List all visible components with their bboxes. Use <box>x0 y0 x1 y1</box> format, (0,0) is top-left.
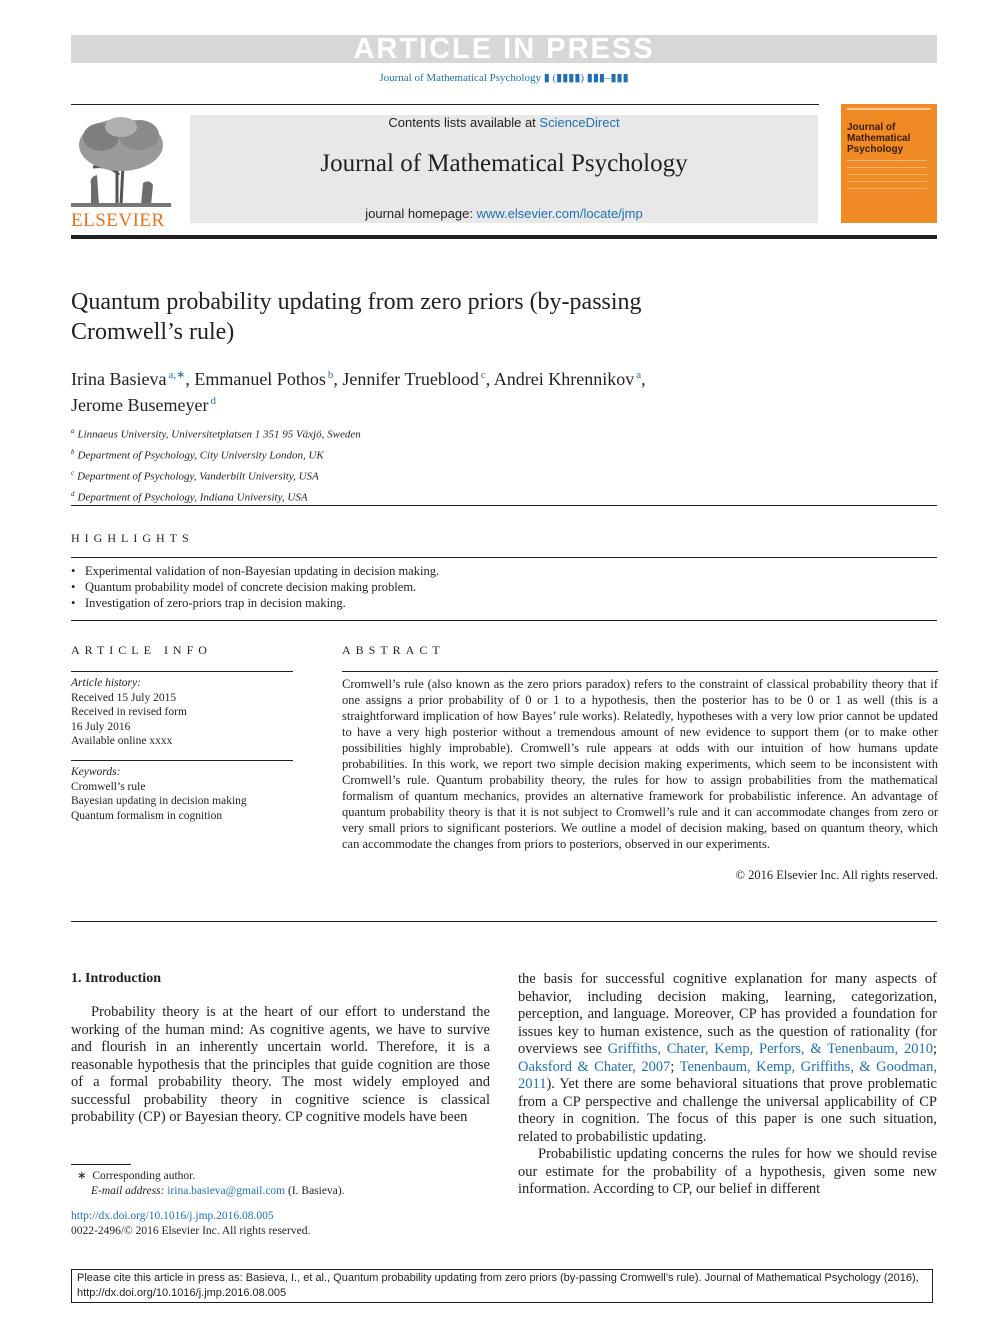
affiliation-item <box>71 444 671 465</box>
affiliation-text: Linnaeus University, Universitetplatsen 1 351 95 Växjö, Sweden <box>77 428 361 441</box>
affiliation-key: c <box>71 469 75 478</box>
elsevier-tree-icon <box>71 115 171 207</box>
affiliation-text: Department of Psychology, Indiana University, USA <box>77 492 308 505</box>
email-line <box>71 1184 345 1199</box>
paragraph: Probabilistic updating concerns the rules for how we should revise our estimate for the probability of a hypothesis, given some new information. According to CP, our belief in different <box>518 1146 937 1197</box>
email-link[interactable]: irina.basieva@gmail.com <box>167 1185 286 1197</box>
divider <box>71 620 937 621</box>
header-thick-rule <box>71 235 937 239</box>
highlights-heading: HIGHLIGHTS <box>71 531 194 545</box>
author-affiliation-mark[interactable]: d <box>210 395 216 407</box>
citation-link[interactable]: Tenenbaum, Kemp, Griffiths, & Goodman, 2011 <box>518 1058 937 1092</box>
author-name[interactable]: Jerome Busemeyer <box>71 395 209 415</box>
journal-title: Journal of Mathematical Psychology <box>320 150 688 177</box>
highlight-item: • Experimental validation of non-Bayesian updating in decision making. <box>71 563 871 579</box>
keyword-item: Quantum formalism in cognition <box>71 809 223 822</box>
sciencedirect-link[interactable]: ScienceDirect <box>539 115 620 130</box>
divider <box>71 760 293 761</box>
elsevier-wordmark: ELSEVIER <box>71 210 165 231</box>
author-name[interactable]: Irina Basieva <box>71 369 167 389</box>
divider <box>342 671 938 672</box>
keyword-item: Cromwell’s rule <box>71 780 146 793</box>
abstract-heading: ABSTRACT <box>342 643 445 657</box>
journal-reference[interactable]: Journal of Mathematical Psychology ▮ (▮▮▮▮) ▮▮▮–▮▮▮ <box>379 72 629 84</box>
paragraph-text: the basis for successful cognitive explanation for many aspects of behavior, including decision making, learning, categorization, perception, and language. Moreover, CP has provided a foundation for issues key to human existence, such as the question of rationality (for overviews see <box>518 971 937 1057</box>
title-line-1: Quantum probability updating from zero priors (by-passing <box>71 289 642 315</box>
highlights-list <box>71 563 871 611</box>
header-top-rule <box>71 104 819 105</box>
divider <box>71 505 937 506</box>
title-line-2: Cromwell’s rule) <box>71 319 235 345</box>
abstract-text: Cromwell’s rule (also known as the zero priors paradox) refers to the constraint of classical probability theory that if one assigns a prior probability of 0 or 1 to a hypothesis, then the posterior has to be 0 or 1 as well (this is a straightforward implication of how Bayes’ rule works). Relatedly, hypotheses with a very low prior cannot be updated to have a very high posterior without a tremendous amount of new evidence to support them (or to make other possibilities highly improbable). Cromwell’s rule appears at odds with our intuition of how humans update probabilities. In this work, we report two simple decision making experiments, which seem to be inconsistent with Cromwell’s rule. Quantum probability theory, the rules for how to assign probabilities from the mathematical formalism of quantum mechanics, provides an alternative framework for probabilistic inference. An advantage of quantum probability theory is that it is not subject to Cromwell’s rule and it can accommodate changes from zero or very small priors to significant posteriors. We outline a model of decision making, based on quantum theory, which can accommodate the changes from priors to posteriors, observed in our experiments. <box>342 677 938 851</box>
highlight-item: • Investigation of zero-priors trap in decision making. <box>71 595 871 611</box>
homepage-link[interactable]: www.elsevier.com/locate/jmp <box>476 206 643 221</box>
author-affiliation-mark[interactable]: a,∗ <box>168 369 186 381</box>
affiliations <box>71 423 671 508</box>
history-item: Received 15 July 2015 <box>71 691 177 704</box>
cite-notice-box: Please cite this article in press as: Basieva, I., et al., Quantum probability updating from zero priors (by-passing Cromwell’s rule). Journal of Mathematical Psychology (2016), http://dx.doi.org/10.1016/j.jmp.2016.08.005 <box>71 1269 933 1303</box>
author-affiliation-mark[interactable]: c <box>480 369 486 381</box>
keyword-item: Bayesian updating in decision making <box>71 795 247 807</box>
email-suffix: (I. Basieva). <box>285 1185 345 1197</box>
doi-block <box>71 1209 310 1239</box>
contents-prefix: Contents lists available at <box>388 115 540 130</box>
contents-line <box>190 115 818 130</box>
corresponding-author-note <box>71 1169 345 1184</box>
history-label: Article history: <box>71 677 141 689</box>
paragraph-text: ). Yet there are some behavioral situations that prove problematic from a CP perspective and challenge the universal applicability of CP theory in cognition. The focus of this paper is one such situation, related to probabilistic updating. <box>518 1076 937 1145</box>
divider <box>71 557 937 558</box>
author-name[interactable]: Emmanuel Pothos <box>194 369 326 389</box>
corresponding-text: Corresponding author. <box>92 1170 196 1182</box>
affiliation-text: Department of Psychology, Vanderbilt University, USA <box>77 470 319 483</box>
affiliation-text: Department of Psychology, City University London, UK <box>77 449 324 462</box>
body-column-right <box>518 971 937 1199</box>
citation-separator: ; <box>932 1041 937 1057</box>
author-list: Irina Basieva $^{a,∗}$, Emmanuel Pothos $^b$, Jennifer Trueblood $^c$, Andrei Khrennikov $^a$, Jerome Busemeyer $^d$ <box>71 369 646 415</box>
article-in-press-banner: ARTICLE IN PRESS <box>71 35 937 63</box>
affiliation-key: d <box>71 490 75 499</box>
abstract-copyright: © 2016 Elsevier Inc. All rights reserved. <box>735 868 938 882</box>
footnote <box>71 1169 345 1199</box>
footnote-rule <box>71 1164 131 1165</box>
history-item: Received in revised form <box>71 706 187 718</box>
divider <box>71 671 293 672</box>
keywords <box>71 765 293 823</box>
affiliation-item <box>71 465 671 486</box>
cover-title: Journal of Mathematical Psychology <box>847 122 911 155</box>
affiliation-item <box>71 423 671 444</box>
paragraph: Probability theory is at the heart of our effort to understand the working of the human mind: As cognitive agents, we have to survive and flourish in an inherently uncertain world. Therefore, it is a reasonable hypothesis that the principles that guide cognition are those of a formal probability theory. The most widely employed and successful probability theory in cognitive science is classical probability (CP) or Bayesian theory. CP cognitive models have been <box>71 1004 490 1125</box>
homepage-prefix: journal homepage: <box>365 206 477 221</box>
paragraph <box>518 971 937 1146</box>
issn-line: 0022-2496/© 2016 Elsevier Inc. All rights reserved. <box>71 1225 311 1237</box>
doi-link[interactable]: http://dx.doi.org/10.1016/j.jmp.2016.08.005 <box>71 1210 274 1222</box>
divider <box>71 921 937 922</box>
elsevier-logo[interactable] <box>71 115 171 231</box>
citation-link[interactable]: Oaksford & Chater, 2007 <box>518 1058 671 1075</box>
history-item: Available online xxxx <box>71 735 173 747</box>
citation-link[interactable]: Griffiths, Chater, Kemp, Perfors, & Tenenbaum, 2010 <box>607 1041 933 1057</box>
article-title <box>71 287 791 347</box>
author-affiliation-mark[interactable]: a <box>636 369 642 381</box>
author-name[interactable]: Jennifer Trueblood <box>342 369 479 389</box>
keywords-label: Keywords: <box>71 766 121 778</box>
article-history <box>71 676 293 749</box>
email-label: E-mail address: <box>91 1185 168 1197</box>
author-name[interactable]: Andrei Khrennikov <box>493 369 635 389</box>
article-info-heading: ARTICLE INFO <box>71 643 212 657</box>
section-heading-introduction: 1. Introduction <box>71 971 161 986</box>
citation-separator: ; <box>670 1058 680 1075</box>
history-item: 16 July 2016 <box>71 720 131 733</box>
footnote-mark: ∗ <box>77 1170 87 1182</box>
homepage-line <box>190 206 818 221</box>
journal-cover-thumbnail[interactable] <box>841 104 937 223</box>
highlight-item: • Quantum probability model of concrete decision making problem. <box>71 579 871 595</box>
affiliation-key: b <box>71 448 75 457</box>
affiliation-key: a <box>71 427 75 435</box>
author-affiliation-mark[interactable]: b <box>327 369 334 381</box>
body-column-left <box>71 1004 490 1127</box>
